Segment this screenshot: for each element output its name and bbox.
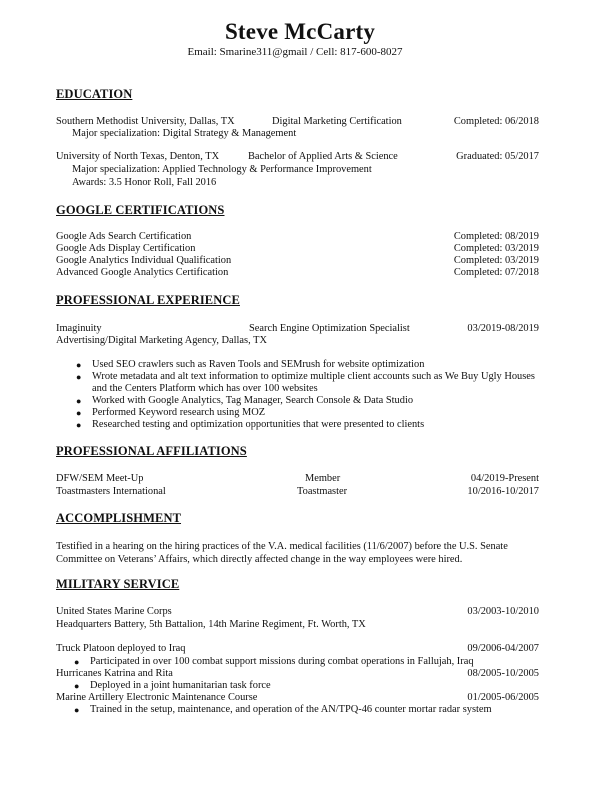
education-school: University of North Texas, Denton, TX — [56, 151, 220, 162]
education-detail: Major specialization: Digital Strategy & Management — [72, 128, 297, 139]
education-detail: Awards: 3.5 Honor Roll, Fall 2016 — [72, 177, 217, 188]
certification-name: Google Analytics Individual Qualification — [56, 255, 232, 266]
education-degree: Digital Marketing Certification — [272, 116, 402, 127]
bullet-icon: ● — [76, 396, 82, 406]
certification-date: Completed: 07/2018 — [453, 267, 539, 278]
experience-bullet: Researched testing and optimization opportunities that were presented to clients — [92, 419, 425, 430]
military-entry-bullet: Trained in the setup, maintenance, and operation of the AN/TPQ-46 counter mortar radar system — [90, 704, 492, 715]
military-entry-dates: 01/2005-06/2005 — [467, 692, 539, 703]
contact-line: Email: Smarine311@gmail / Cell: 817-600-8027 — [187, 46, 403, 58]
bullet-icon: ● — [76, 420, 82, 430]
bullet-icon: ● — [76, 360, 82, 370]
experience-bullet: Wrote metadata and alt text information to optimize multiple client accounts such as We Buy Ugly Houses — [92, 371, 535, 382]
experience-bullet: Performed Keyword research using MOZ — [92, 407, 266, 418]
experience-title: Search Engine Optimization Specialist — [249, 323, 410, 334]
education-detail: Major specialization: Applied Technology & Performance Improvement — [72, 164, 372, 175]
certifications-heading: GOOGLE CERTIFICATIONS — [56, 203, 225, 217]
certification-date: Completed: 03/2019 — [453, 243, 539, 254]
education-date: Graduated: 05/2017 — [456, 151, 539, 162]
affiliation-dates: 10/2016-10/2017 — [467, 486, 539, 497]
bullet-icon: ● — [74, 657, 80, 667]
accomplishment-line: Committee on Veterans’ Affairs, which directly affected change in the way employees were hired. — [56, 554, 463, 565]
experience-bullet-continued: and the Centers Platform which has over 100 websites — [92, 383, 318, 394]
experience-bullet: Worked with Google Analytics, Tag Manager, Search Console & Data Studio — [92, 395, 414, 406]
military-entry-title: Marine Artillery Electronic Maintenance Course — [56, 692, 258, 703]
military-heading: MILITARY SERVICE — [56, 577, 180, 591]
bullet-icon: ● — [76, 408, 82, 418]
military-entry-dates: 08/2005-10/2005 — [467, 668, 539, 679]
military-entry-title: Hurricanes Katrina and Rita — [56, 668, 173, 679]
certification-name: Advanced Google Analytics Certification — [56, 267, 229, 278]
certification-name: Google Ads Display Certification — [56, 243, 196, 254]
experience-subtitle: Advertising/Digital Marketing Agency, Dallas, TX — [56, 335, 267, 346]
education-degree: Bachelor of Applied Arts & Science — [248, 151, 398, 162]
accomplishment-heading: ACCOMPLISHMENT — [56, 511, 182, 525]
affiliations-heading: PROFESSIONAL AFFILIATIONS — [56, 444, 247, 458]
certification-name: Google Ads Search Certification — [56, 231, 192, 242]
experience-company: Imaginuity — [56, 323, 102, 334]
military-entry-dates: 09/2006-04/2007 — [467, 643, 539, 654]
military-unit: Headquarters Battery, 5th Battalion, 14th Marine Regiment, Ft. Worth, TX — [56, 619, 366, 630]
affiliation-org: Toastmasters International — [56, 486, 166, 497]
bullet-icon: ● — [74, 705, 80, 715]
bullet-icon: ● — [74, 681, 80, 691]
bullet-icon: ● — [76, 372, 82, 382]
affiliation-role: Member — [305, 473, 341, 484]
military-entry-title: Truck Platoon deployed to Iraq — [56, 643, 186, 654]
affiliation-role: Toastmaster — [297, 486, 348, 497]
military-entry-bullet: Participated in over 100 combat support missions during combat operations in Fallujah, Iraq — [90, 656, 474, 667]
resume-name: Steve McCarty — [224, 19, 376, 44]
military-branch: United States Marine Corps — [56, 606, 172, 617]
military-entry-bullet: Deployed in a joint humanitarian task force — [90, 680, 271, 691]
certification-date: Completed: 03/2019 — [453, 255, 539, 266]
accomplishment-line: Testified in a hearing on the hiring practices of the V.A. medical facilities (11/6/2007) before the U.S. Senate — [56, 541, 508, 552]
education-date: Completed: 06/2018 — [453, 116, 539, 127]
education-heading: EDUCATION — [56, 87, 133, 101]
military-branch-dates: 03/2003-10/2010 — [467, 606, 539, 617]
education-school: Southern Methodist University, Dallas, TX — [56, 116, 235, 127]
experience-dates: 03/2019-08/2019 — [467, 323, 539, 334]
affiliation-org: DFW/SEM Meet-Up — [56, 473, 144, 484]
certification-date: Completed: 08/2019 — [453, 231, 539, 242]
affiliation-dates: 04/2019-Present — [470, 473, 539, 484]
experience-heading: PROFESSIONAL EXPERIENCE — [56, 293, 240, 307]
experience-bullet: Used SEO crawlers such as Raven Tools and SEMrush for website optimization — [92, 359, 425, 370]
